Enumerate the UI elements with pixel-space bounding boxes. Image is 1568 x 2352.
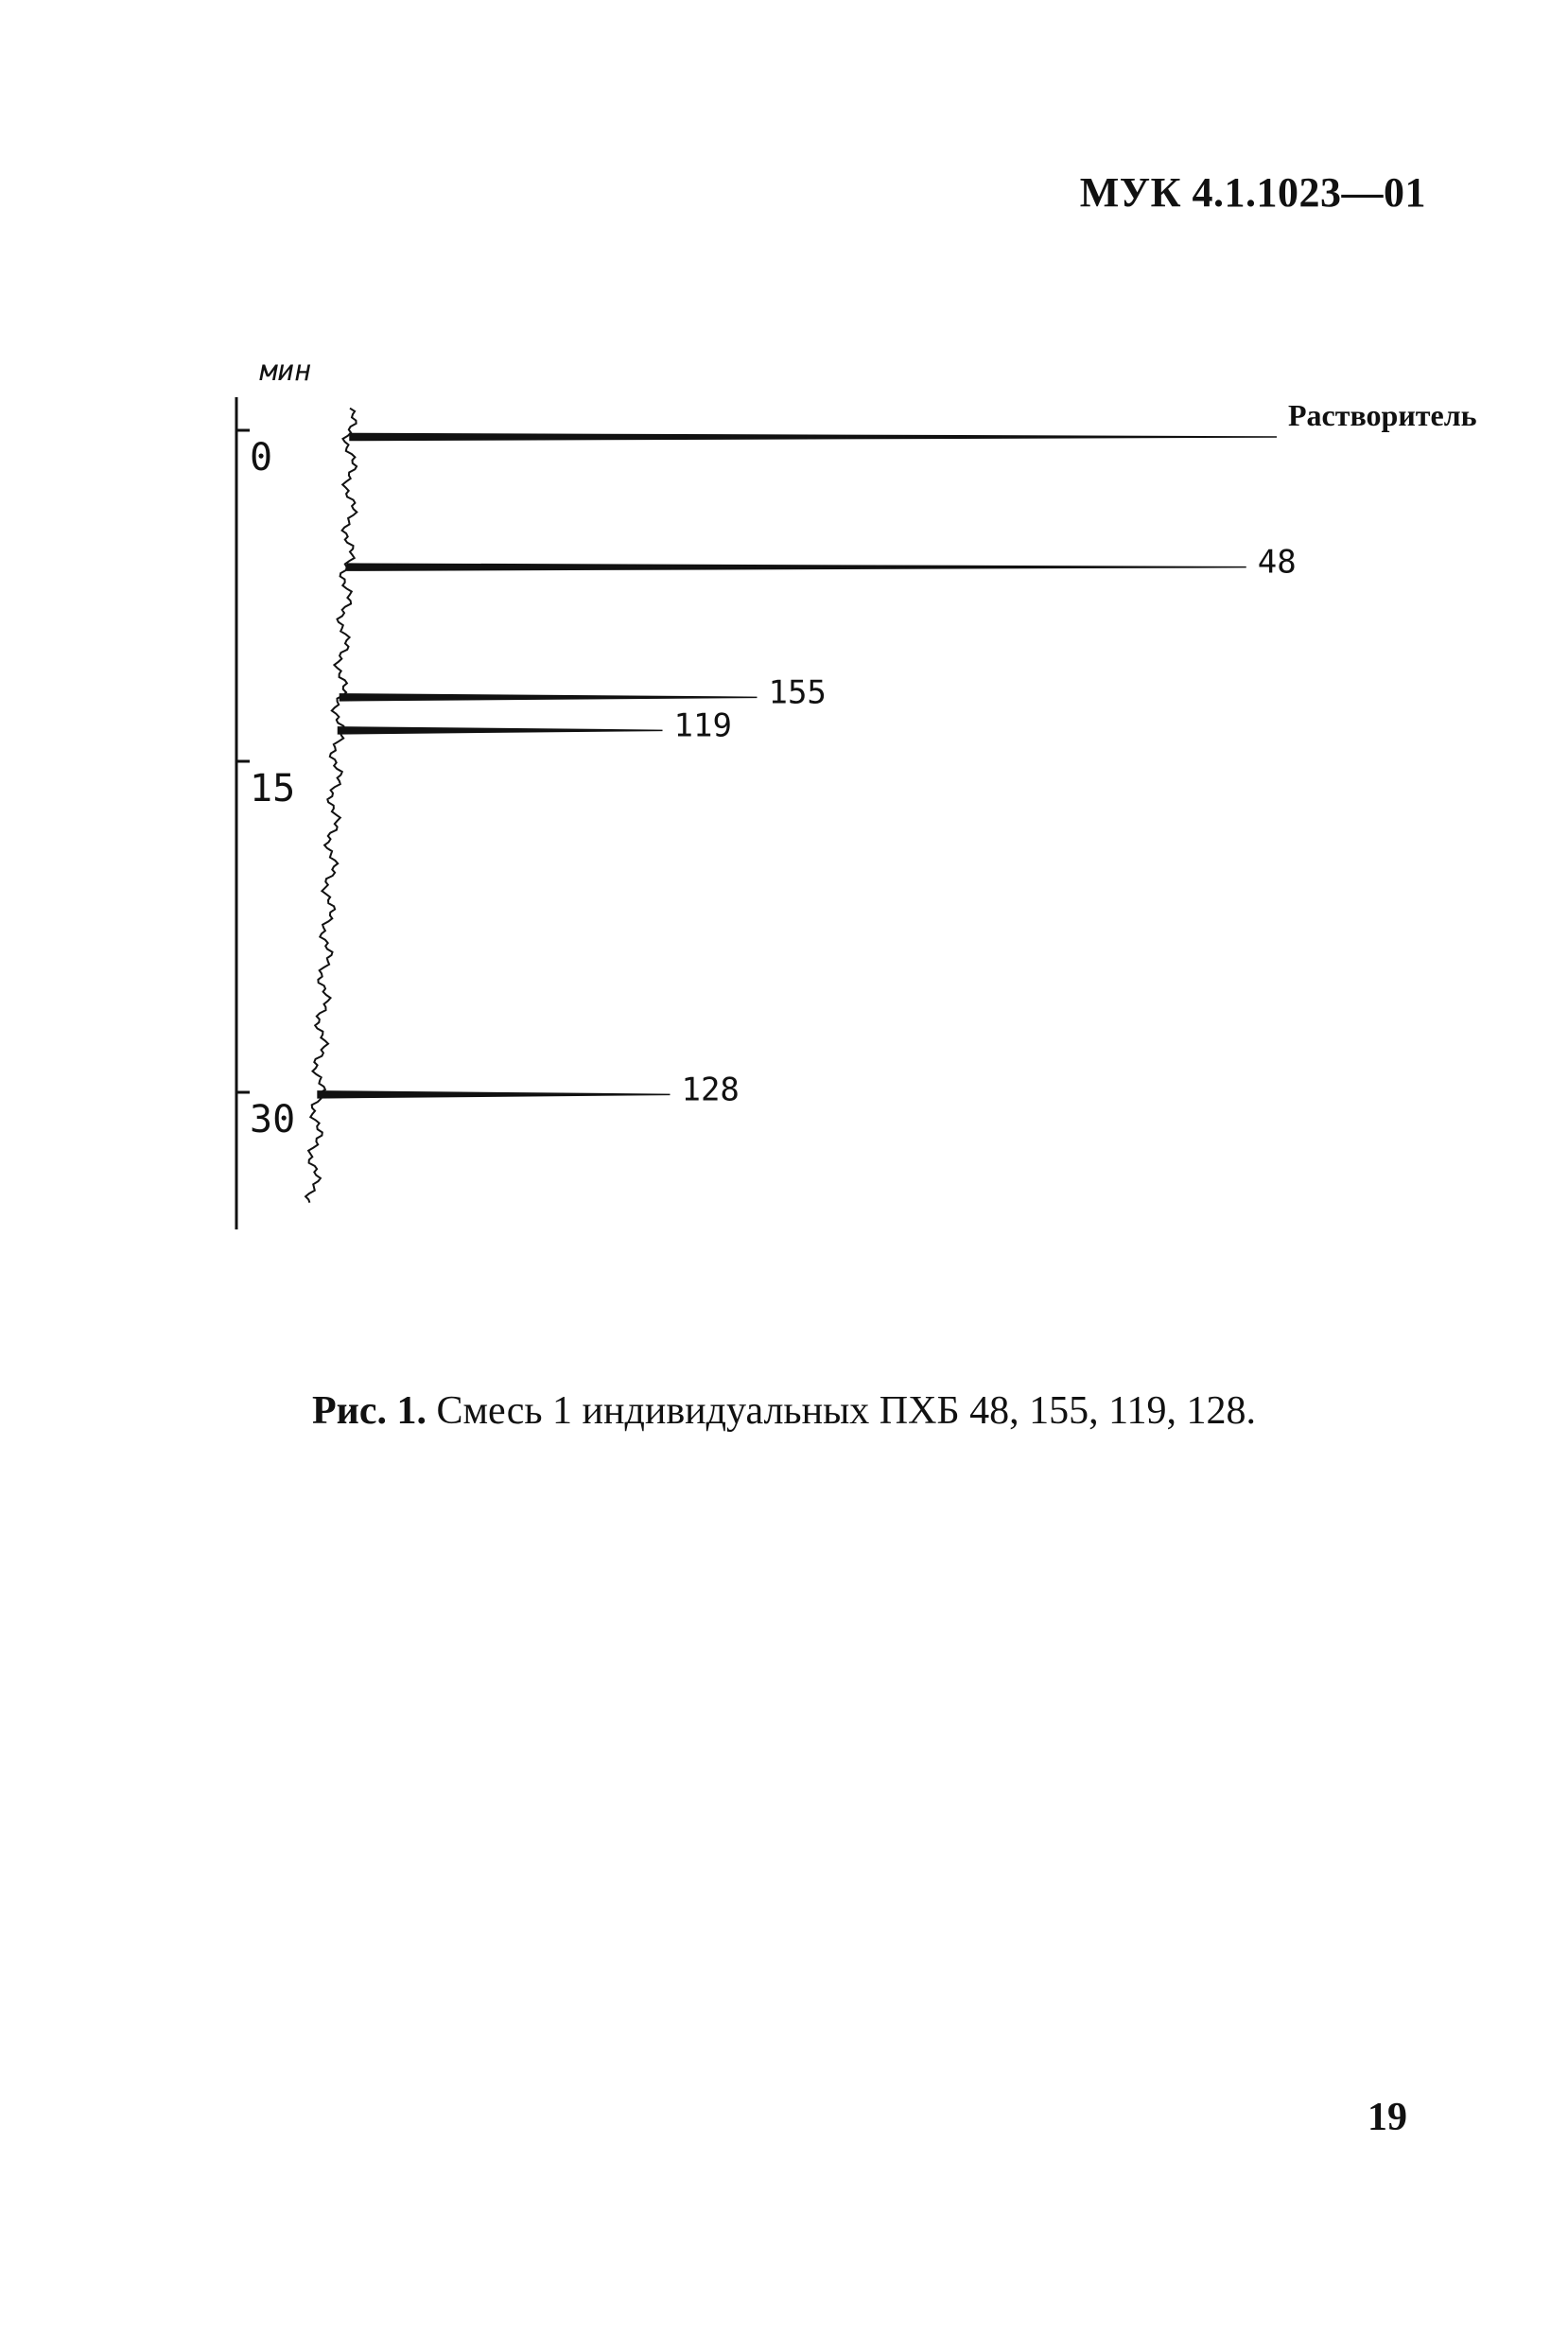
peak-label-1: 48 xyxy=(1257,543,1297,582)
document-code: МУК 4.1.1023—01 xyxy=(1079,169,1426,216)
peak-2 xyxy=(340,694,757,701)
peak-3 xyxy=(339,727,663,734)
page-number: 19 xyxy=(1368,2096,1407,2139)
peak-4 xyxy=(318,1091,670,1098)
axis-tick-label: 0 xyxy=(250,436,273,479)
peak-label-3: 119 xyxy=(673,706,732,745)
peak-0 xyxy=(350,434,1277,441)
peak-label-4: 128 xyxy=(681,1071,740,1109)
axis-unit-label: мин xyxy=(260,355,312,388)
axis-tick-label: 30 xyxy=(250,1098,296,1141)
figure-number: Рис. 1. xyxy=(311,1389,427,1433)
peak-label-0: Растворитель xyxy=(1288,398,1477,432)
baseline-trace xyxy=(305,409,357,1203)
axis-tick-label: 15 xyxy=(250,767,296,810)
figure-caption-text: Смесь 1 индивидуальных ПХБ 48, 155, 119, 128. xyxy=(436,1389,1257,1433)
figure-caption xyxy=(0,1388,1568,1434)
peak-1 xyxy=(347,564,1246,570)
peak-label-2: 155 xyxy=(768,673,827,712)
